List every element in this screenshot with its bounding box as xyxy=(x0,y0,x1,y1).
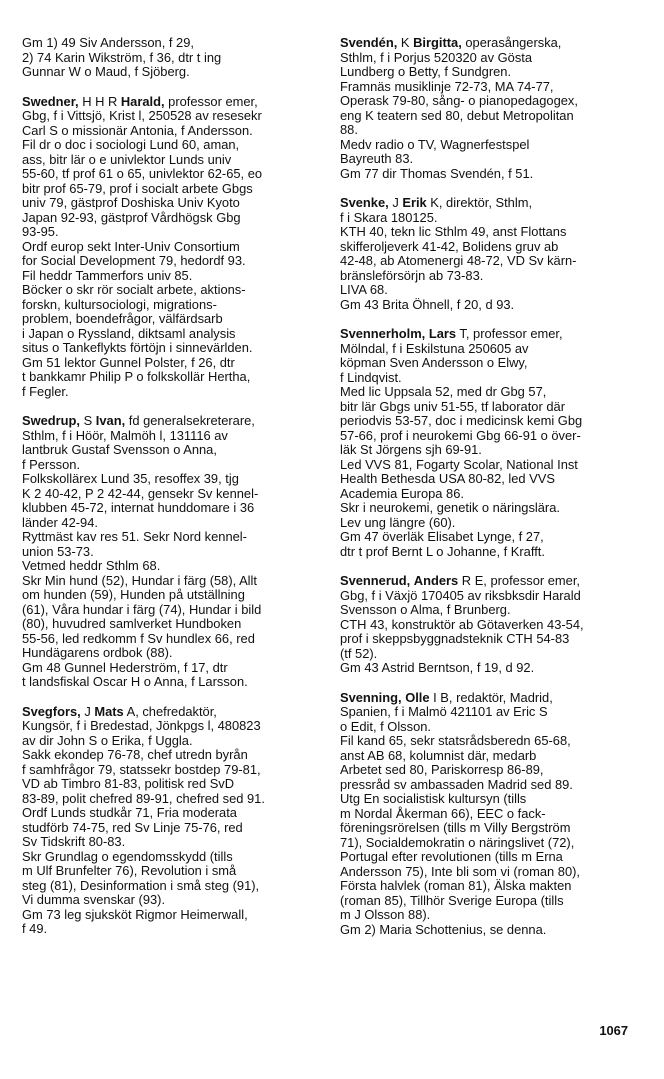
entry-heading xyxy=(22,414,314,472)
entry-surname: Swedrup, xyxy=(22,413,81,428)
biography-entry xyxy=(22,705,314,937)
biography-entry xyxy=(340,196,632,312)
entry-intro: I B, redaktör, Madrid, Spanien, f i Malmö 421101 av Eric S o Edit, f Olsson. xyxy=(340,689,553,734)
left-column xyxy=(22,36,314,952)
entry-intro: operasångerska, Sthlm, f i Porjus 520320 av Gösta Lundberg o Betty, f Sundgren. xyxy=(340,35,562,79)
entry-given-name: Olle xyxy=(405,689,430,705)
entry-paragraph: LIVA 68. xyxy=(340,282,388,297)
entry-paragraph: Skr Grundlag o egendomsskydd (tills m Ulf Brunfelter 76), Revolution i små steg (81), Desinformation i små steg (91), Vi dumma svenskar (93). xyxy=(22,848,260,907)
entry-paragraph: Vetmed heddr Sthlm 68. xyxy=(22,558,161,573)
entry-given-name: Harald, xyxy=(120,93,165,109)
entry-heading xyxy=(340,574,632,618)
entry-paragraph: Gm 48 Gunnel Hederström, f 17, dtr t landsfiskal Oscar H o Anna, f Larsson. xyxy=(22,659,248,689)
entry-paragraph: Fil kand 65, sekr statsrådsberedn 65-68, anst AB 68, kolumnist där, medarb Arbetet sed 80, Pariskorresp 86-89, pressråd sv ambassaden Madrid sed 89. xyxy=(340,733,573,792)
entry-paragraph: Skr Min hund (52), Hundar i färg (58), Allt om hunden (59), Hunden på utställning (61), Våra hundar i färg (74), Hundar i bild (80), huvudred samlverket Hundboken 55-56, led redkomm f Sv hundlex 66, red Hundägarens ordbok (88). xyxy=(22,572,262,660)
biography-entry xyxy=(340,36,632,181)
entry-paragraph: Utg En socialistisk kultursyn (tills m Nordal Åkerman 66), EEC o fack- föreningsrörelsen (tills m Villy Bergström 71), Socialdemokratin o näringslivet (72), Portugal efter revolutionen (tills m Erna Andersson 75), Inte bli som vi (roman 80), Första halvlek (roman 81), Älska makten (roman 85), Tillhör Sverige Europa (tills m J Olsson 88). xyxy=(340,791,581,922)
entry-surname: Svegfors, xyxy=(22,703,81,719)
entry-paragraph: Led VVS 81, Fogarty Scolar, National Inst Health Bethesda USA 80-82, led VVS Academia Europa 86. xyxy=(340,456,578,501)
page-number: 1067 xyxy=(599,1023,628,1038)
entry-intro: professor emer, Gbg, f i Vittsjö, Krist l, 250528 av resesekr Carl S o missionär Antonia, f Andersson. xyxy=(22,93,262,138)
entry-surname: Svenke, xyxy=(340,195,389,210)
entry-paragraph: Gm 73 leg sjuksköt Rigmor Heimerwall, f 49. xyxy=(22,906,248,936)
entry-paragraph: Skr i neurokemi, genetik o näringslära. Lev ung längre (60). xyxy=(340,500,560,530)
entry-initials: J xyxy=(80,703,95,719)
entry-initials: H H R xyxy=(78,93,121,109)
entry-paragraph: Med lic Uppsala 52, med dr Gbg 57, bitr lär Gbgs univ 51-55, tf laborator där periodvis 53-57, doc i medicinsk kemi Gbg 57-66, prof i neurokemi Gbg 66-91 o över- läk St Jörgens sjh 69-91. xyxy=(340,384,583,457)
entry-surname: Svennerholm, xyxy=(340,326,426,341)
biography-entry xyxy=(340,574,632,676)
entry-paragraph: Folkskollärex Lund 35, resoffex 39, tjg K 2 40-42, P 2 42-44, gensekr Sv kennel- klubben 45-72, internat hunddomare i 36 länder 42-94. xyxy=(22,471,259,530)
entry-initials: J xyxy=(388,195,403,210)
entry-intro: A, chefredaktör, Kungsör, f i Bredestad, Jönkpgs l, 480823 av dir John S o Erika, f Uggla. xyxy=(22,703,261,748)
biography-entry xyxy=(340,327,632,559)
entry-paragraph: Böcker o skr rör socialt arbete, aktions- forskn, kultursociologi, migrations- problem, boendefrågor, välfärdsarb i Japan o Ryssland, diktsaml analysis situs o Tankeflykts förtöjn i sinnevärlden. xyxy=(22,282,253,355)
entry-paragraph: Ordf Lunds studkår 71, Fria moderata studförb 74-75, red Sv Linje 75-76, red Sv Tidskrift 80-83. xyxy=(22,805,243,849)
entry-paragraph: Ryttmäst kav res 51. Sekr Nord kennel- union 53-73. xyxy=(22,529,247,559)
entry-paragraph: Ordf europ sekt Inter-Univ Consortium for Social Development 79, hedordf 93. xyxy=(22,238,246,268)
entry-paragraph: Gm 51 lektor Gunnel Polster, f 26, dtr t bankkamr Philip P o folkskollär Hertha, f Fegler. xyxy=(22,354,251,399)
entry-heading xyxy=(340,36,632,80)
biography-entry xyxy=(22,36,314,80)
entry-intro: T, professor emer, Mölndal, f i Eskilstuna 250605 av köpman Sven Andersson o Elwy, f Lindqvist. xyxy=(340,326,563,385)
entry-given-name: Ivan, xyxy=(95,413,126,428)
entry-intro: R E, professor emer, Gbg, f i Växjö 170405 av riksbksdir Harald Svensson o Alma, f Brunberg. xyxy=(340,573,581,617)
entry-surname: Svenning, xyxy=(340,689,402,705)
entry-paragraph: Gm 77 dir Thomas Svendén, f 51. xyxy=(340,165,534,181)
biography-entry xyxy=(340,691,632,938)
entry-given-name: Erik xyxy=(402,195,427,210)
entry-given-name: Anders xyxy=(413,573,459,588)
entry-paragraph: Gm 43 Astrid Berntson, f 19, d 92. xyxy=(340,660,535,675)
entry-intro: fd generalsekreterare, Sthlm, f i Höör, Malmöh l, 131116 av lantbruk Gustaf Svensson o Anna, f Persson. xyxy=(22,413,255,472)
entry-paragraph: Gm 47 överläk Elisabet Lynge, f 27, dtr t prof Bernt L o Johanne, f Krafft. xyxy=(340,529,545,559)
entry-paragraph: Sakk ekondep 76-78, chef utredn byrån f samhfrågor 79, statssekr bostdep 79-81, VD ab Timbro 81-83, politisk red SvD 83-89, polit chefred 89-91, chefred sed 91. xyxy=(22,747,265,806)
entry-initials: S xyxy=(80,413,96,428)
entry-paragraph: Gm 1) 49 Siv Andersson, f 29, 2) 74 Karin Wikström, f 36, dtr t ing Gunnar W o Maud, f Sjöberg. xyxy=(22,35,222,79)
entry-surname: Swedner, xyxy=(22,93,79,109)
entry-heading xyxy=(22,705,314,749)
entry-heading xyxy=(340,196,632,225)
entry-heading xyxy=(22,95,314,139)
entry-initials: K xyxy=(397,35,414,50)
biography-entry xyxy=(22,414,314,690)
entry-paragraph: KTH 40, tekn lic Sthlm 49, anst Flottans skifferoljeverk 41-42, Bolidens gruv ab 42-48, ab Atomenergi 48-72, VD Sv kärn- bränsleförsörjn ab 73-83. xyxy=(340,224,577,283)
entry-paragraph: Gm 2) Maria Schottenius, se denna. xyxy=(340,921,547,937)
entry-paragraph: CTH 43, konstruktör ab Götaverken 43-54, prof i skeppsbyggnadsteknik CTH 54-83 (tf 52). xyxy=(340,616,584,661)
entry-paragraph: Medv radio o TV, Wagnerfestspel Bayreuth 83. xyxy=(340,136,530,166)
right-column xyxy=(340,36,632,952)
entry-heading xyxy=(340,327,632,385)
biography-entry xyxy=(22,95,314,400)
entry-paragraph: Gm 43 Brita Öhnell, f 20, d 93. xyxy=(340,296,515,312)
entry-intro: K, direktör, Sthlm, f i Skara 180125. xyxy=(340,195,533,225)
entry-surname: Svennerud, xyxy=(340,573,411,588)
entry-given-name: Lars xyxy=(428,326,457,341)
entry-paragraph: Fil dr o doc i sociologi Lund 60, aman, ass, bitr lär o e univlektor Lunds univ 55-60, tf prof 61 o 65, univlektor 62-65, eo bitr prof 65-79, prof i socialt arbete Gbgs univ 79, gästprof Doshiska Univ Kyoto Japan 92-93, gästprof Vårdhögsk Gbg 93-95. xyxy=(22,137,263,239)
entry-paragraph: Framnäs musiklinje 72-73, MA 74-77, Operask 79-80, sång- o pianopedagogex, eng K teatern sed 80, debut Metropolitan 88. xyxy=(340,78,578,137)
entry-paragraph: Fil heddr Tammerfors univ 85. xyxy=(22,267,193,283)
entry-heading xyxy=(340,691,632,735)
entry-given-name: Birgitta, xyxy=(413,35,462,50)
entry-surname: Svendén, xyxy=(340,35,398,50)
entry-given-name: Mats xyxy=(94,703,124,719)
